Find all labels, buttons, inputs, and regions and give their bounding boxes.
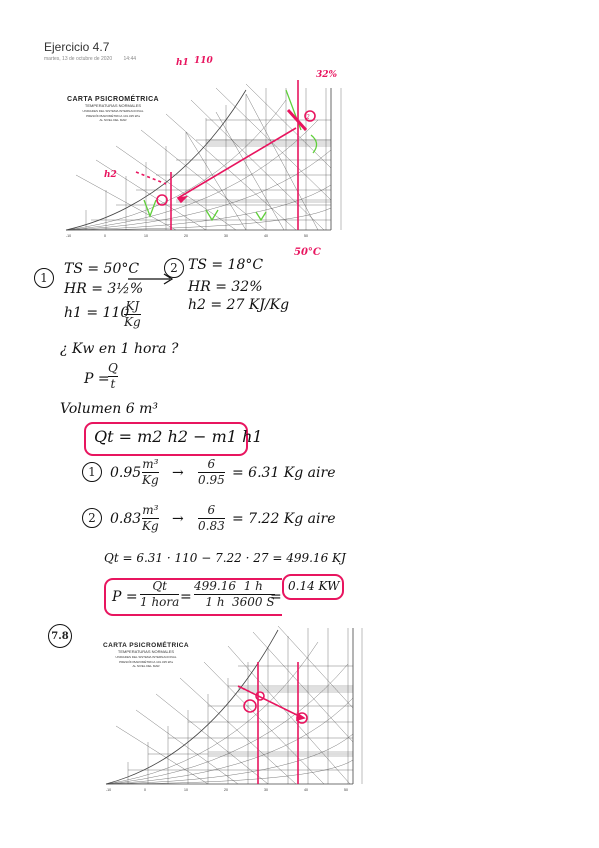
state-2-ts: TS = 18°C: [188, 257, 264, 273]
calc-1-frac-den: 0.95: [198, 472, 225, 487]
rh-label: 32%: [316, 70, 338, 80]
calc-2-fraction: [198, 504, 225, 532]
calc-1-unit-num: m³: [142, 457, 159, 471]
state-1-h-unit-den: Kg: [124, 314, 141, 329]
power-calc-lhs: P =: [112, 589, 138, 605]
qt-formula: Qt = m2 h2 − m1 h1: [94, 427, 263, 446]
power-calc-f3: [232, 580, 275, 608]
calc-1-frac-num: 6: [207, 457, 216, 471]
chart-2-title: CARTA PSICROMÉTRICA: [103, 642, 189, 649]
svg-text:20: 20: [224, 788, 228, 792]
power-calc-f2: [194, 580, 236, 608]
chart-1-line1: TEMPERATURAS NORMALES: [84, 103, 142, 108]
chart-1-title: CARTA PSICROMÉTRICA: [67, 96, 159, 103]
power-formula-den: t: [110, 376, 116, 391]
h1-label: h1: [176, 58, 189, 68]
power-calc-f2-den: 1 h: [205, 594, 225, 609]
calc-2-arrow: →: [172, 511, 184, 527]
calc-1-arrow: →: [172, 465, 184, 481]
page-title: Ejercicio 4.7: [44, 40, 110, 54]
calc-2-number: 2: [82, 508, 102, 528]
chart-1-line4: AL NIVEL DEL MAR: [99, 118, 127, 123]
h1-value: 110: [194, 56, 213, 66]
calc-1-fraction: [198, 458, 225, 486]
chart-2-line2: UNIDADES DEL SISTEMA INTERNACIONAL: [115, 655, 177, 660]
svg-text:-10: -10: [106, 788, 112, 792]
calc-2-frac-num: 6: [207, 503, 216, 517]
power-formula-fraction: [108, 362, 118, 390]
svg-text:40: 40: [264, 234, 268, 238]
psychrometric-chart-2: [98, 622, 370, 794]
chart-2-line4: AL NIVEL DEL MAR: [132, 664, 160, 669]
svg-text:10: 10: [184, 788, 188, 792]
state-2-hr: HR = 32%: [188, 279, 263, 295]
page-meta: [44, 56, 146, 62]
power-calc-f1-den: 1 hora: [140, 594, 180, 609]
svg-text:10: 10: [144, 234, 148, 238]
state-2-h: h2 = 27 KJ/Kg: [188, 297, 290, 313]
question-text: ¿ Kw en 1 hora ?: [60, 341, 179, 357]
power-calc-f3-num: 1 h: [243, 579, 263, 593]
svg-text:2: 2: [306, 114, 310, 121]
power-calc-f1: [140, 580, 179, 608]
state-1-h-unit-num: KJ: [125, 299, 140, 313]
svg-text:20: 20: [184, 234, 188, 238]
calc-1-unit: [142, 458, 159, 486]
svg-text:50: 50: [344, 788, 348, 792]
svg-text:40: 40: [304, 788, 308, 792]
svg-text:30: 30: [264, 788, 268, 792]
note-date: martes, 13 de octubre de 2020: [44, 56, 113, 62]
calc-1-number: 1: [82, 462, 102, 482]
psychrometric-chart-1: [56, 80, 356, 244]
state-1-h-unit: [124, 300, 141, 328]
state-1-h: h1 = 110: [64, 305, 130, 321]
power-formula-lhs: P =: [84, 371, 110, 387]
svg-text:30: 30: [224, 234, 228, 238]
chart-2-header: [98, 642, 194, 669]
power-calc-eq1: =: [180, 589, 192, 605]
calc-1-result: = 6.31 Kg aire: [232, 465, 336, 481]
state-1-ts: TS = 50°C: [64, 261, 140, 277]
power-calc-f1-num: Qt: [152, 579, 167, 593]
power-calc-f2-num: 499.16: [194, 579, 236, 593]
svg-text:-10: -10: [66, 234, 72, 238]
chart-2-line1: TEMPERATURAS NORMALES: [117, 649, 175, 654]
chart-2-line3: PRESIÓN BAROMÉTRICA 101.325 kPa: [119, 659, 173, 664]
temp-label: 50°C: [294, 247, 321, 258]
power-calc-result: 0.14 KW: [288, 579, 340, 593]
section-2-number: 7.8: [48, 624, 72, 648]
calc-2-result: = 7.22 Kg aire: [232, 511, 336, 527]
chart-1-line3: PRESIÓN BAROMÉTRICA 101.325 kPa: [86, 113, 140, 118]
power-calc-eq2: =: [270, 589, 282, 605]
chart-1-line2: UNIDADES DEL SISTEMA INTERNACIONAL: [82, 109, 144, 114]
calc-1-value: 0.95: [110, 465, 142, 481]
volume-text: Volumen 6 m³: [60, 401, 159, 417]
h2-label: h2: [104, 170, 117, 180]
calc-2-frac-den: 0.83: [198, 518, 225, 533]
calc-2-unit-num: m³: [142, 503, 159, 517]
qt-calculation: Qt = 6.31 · 110 − 7.22 · 27 = 499.16 KJ: [104, 551, 346, 565]
state-2-number: 2: [164, 258, 184, 278]
svg-text:0: 0: [144, 788, 146, 792]
power-formula-num: Q: [108, 361, 118, 375]
calc-2-value: 0.83: [110, 511, 142, 527]
calc-2-unit: [142, 504, 159, 532]
svg-text:0: 0: [104, 234, 106, 238]
state-1-number: 1: [34, 268, 54, 288]
svg-text:50: 50: [304, 234, 308, 238]
state-1-hr: HR = 3½%: [64, 281, 144, 297]
calc-1-unit-den: Kg: [142, 472, 159, 487]
note-time: 14:44: [123, 56, 137, 62]
chart-1-header: [58, 96, 168, 123]
calc-2-unit-den: Kg: [142, 518, 159, 533]
power-calc-f3-den: 3600 S: [232, 594, 275, 609]
